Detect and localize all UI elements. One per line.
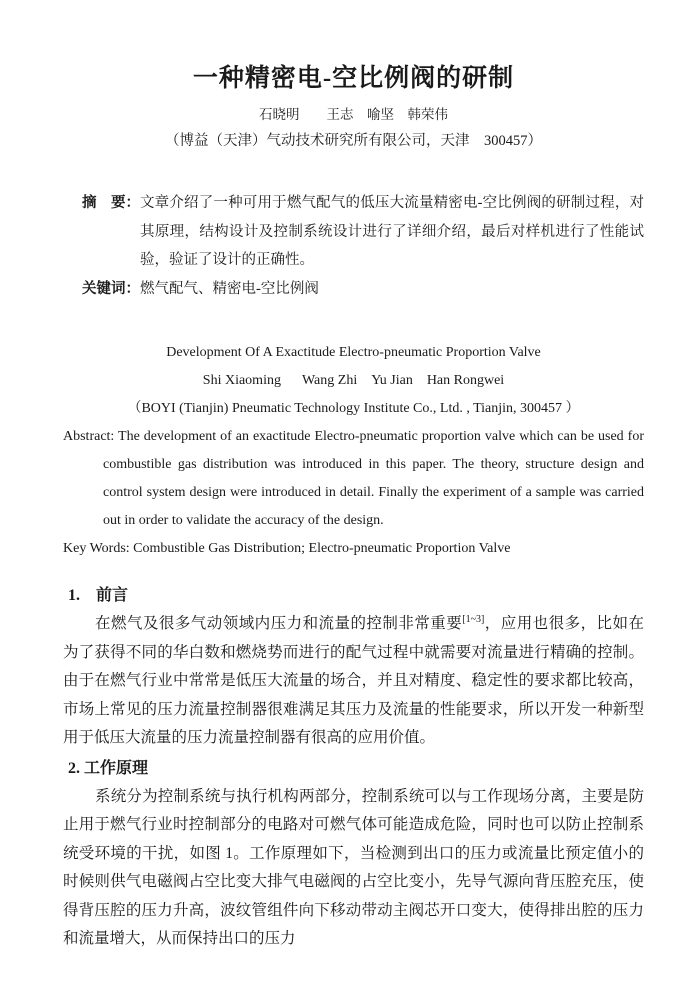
keywords-cn-block — [82, 275, 644, 304]
section-1-heading: 1. 前言 — [68, 587, 129, 604]
section-1-text-before-ref: 在燃气及很多气动领域内压力和流量的控制非常重要 — [95, 615, 463, 632]
abstract-cn-block — [82, 189, 644, 275]
authors-en: Shi Xiaoming Wang Zhi Yu Jian Han Rongwei — [202, 373, 505, 388]
keywords-cn-label: 关键词： — [82, 280, 140, 297]
abstract-en-text: Abstract: The development of an exactitude Electro-pneumatic proportion valve which can be used for combustible gas distribution was introduced in this paper. The theory, structure design and control system design were introduced in detail. Finally the experiment of a sample was carried out in order to validate the accuracy of the design. — [63, 429, 644, 528]
citation-ref-superscript: [1~3] — [462, 613, 485, 625]
affiliation-cn: （博益（天津）气动技术研究所有限公司，天津 300457） — [165, 133, 542, 149]
abstract-cn-label: 摘 要： — [82, 195, 140, 211]
abstract-cn-text: 文章介绍了一种可用于燃气配气的低压大流量精密电-空比例阀的研制过程，对其原理，结构设计及控制系统设计进行了详细介绍，最后对样机进行了性能试验，验证了设计的正确性。 — [140, 195, 644, 268]
keywords-cn-text: 燃气配气、精密电-空比例阀 — [140, 280, 319, 297]
section-2-paragraph: 系统分为控制系统与执行机构两部分，控制系统可以与工作现场分离，主要是防止用于燃气行业时控制部分的电路对可燃气体可能造成危险，同时也可以防止控制系统受环境的干扰，如图 1。工作原理如下，当检测到出口的压力或流量比预定值小的时候则供气电磁阀占空比变大排气电磁阀的占空比变小，先导气源向背压腔充压，使得背压腔的压力升高，波纹管组件向下移动带动主阀芯开口变大，使得排出腔的压力和流量增大，从而保持出口的压力 — [63, 787, 644, 947]
section-1-paragraph — [63, 610, 644, 753]
authors-cn: 石晓明 王志 喻坚 韩荣伟 — [259, 107, 448, 122]
keywords-en-text: Key Words: Combustible Gas Distribution; Electro-pneumatic Proportion Valve — [63, 541, 511, 556]
affiliation-en: （BOYI (Tianjin) Pneumatic Technology Institute Co., Ltd. , Tianjin, 300457 ） — [127, 401, 580, 416]
section-2-heading: 2. 工作原理 — [68, 759, 149, 777]
paper-title-en: Development Of A Exactitude Electro-pneumatic Proportion Valve — [166, 345, 541, 360]
paper-title-cn: 一种精密电-空比例阀的研制 — [192, 65, 515, 92]
english-header-block — [63, 339, 644, 423]
section-1-text-after-ref: ，应用也很多，比如在为了获得不同的华白数和燃烧势而进行的配气过程中就需要对流量进行精确的控制。由于在燃气行业中常常是低压大流量的场合，并且对精度、稳定性的要求都比较高，市场上常见的压力流量控制器很难满足其压力及流量的性能要求，所以开发一种新型用于低压大流量的压力流量控制器有很高的应用价值。 — [63, 615, 644, 746]
